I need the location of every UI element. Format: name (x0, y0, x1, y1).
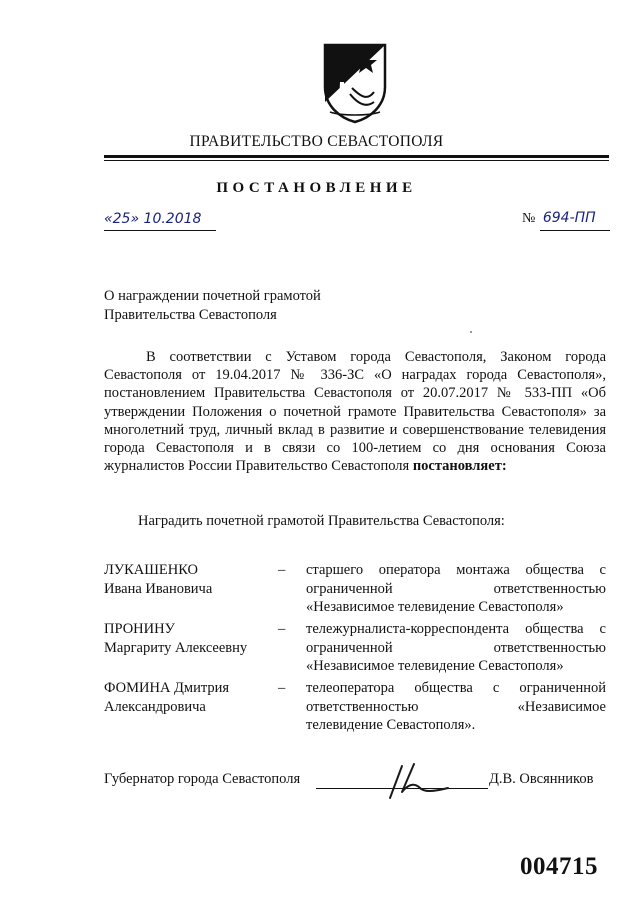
header-rule-thick (104, 155, 609, 158)
stray-mark (470, 331, 472, 333)
awardee-name (104, 561, 279, 598)
awardee-row (104, 561, 606, 617)
awardee-organization: телевидение Севастополя». (306, 717, 476, 733)
document-date: «25» 10.2018 (104, 211, 202, 227)
awardee-row (104, 620, 606, 676)
awardee-surname: ЛУКАШЕНКО (104, 562, 198, 578)
subject-line-1: О награждении почетной грамотой (104, 288, 321, 304)
number-underline (540, 230, 610, 231)
document-type-title: ПОСТАНОВЛЕНИЕ (216, 180, 417, 196)
awardee-given-names: Ивана Ивановича (104, 580, 213, 597)
awardee-description-text: тележурналиста-корреспондента общества с ограниченной ответственностью (306, 621, 606, 656)
preamble-paragraph (104, 348, 606, 475)
preamble-action: постановляет: (412, 458, 507, 475)
awardee-surname: ФОМИНА Дмитрия (104, 680, 230, 696)
government-name: ПРАВИТЕЛЬСТВО СЕВАСТОПОЛЯ (189, 133, 444, 150)
number-value: 694-ПП (542, 210, 596, 226)
handwritten-signature (380, 762, 450, 802)
awardee-row (104, 679, 606, 735)
awardee-dash: – (278, 562, 286, 578)
awardee-dash: – (278, 621, 286, 637)
awardee-surname: ПРОНИНУ (104, 621, 175, 637)
awardee-given-names: Александровича (104, 698, 206, 715)
awardee-organization: «Независимое телевидение Севастополя» (306, 599, 564, 615)
preamble-text: В соответствии с Уставом города Севастополя, Законом города Севастополя от 19.04.2017 № 336-ЗС «О наградах города Севастополя», постановлением Правительства Севастополя от 20.07.2017 № 533-ПП «Об утверждении Положения о почетной грамоте Правительства Севастополя» за многолетний труд, личный вклад в развитие и совершенствование телевидения города Севастополя и в связи со 100-летием со дня основания Союза журналистов России Правительство Севастополя (104, 349, 606, 475)
awardee-organization: «Независимое телевидение Севастополя» (306, 658, 564, 674)
awardee-description-text: старшего оператора монтажа общества с ограниченной ответственностью (306, 562, 606, 597)
date-underline (104, 230, 216, 231)
document-number (522, 210, 596, 227)
header-rule-thin (104, 160, 609, 161)
awardee-name (104, 620, 279, 657)
award-statement: Наградить почетной грамотой Правительства Севастополя: (138, 513, 505, 529)
awardee-description (306, 679, 606, 735)
subject-line-2: Правительства Севастополя (104, 307, 277, 323)
awardee-given-names: Маргариту Алексеевну (104, 639, 248, 656)
document-subject (104, 287, 321, 325)
awardee-description (306, 561, 606, 617)
awardee-name (104, 679, 279, 716)
number-prefix: № (522, 211, 536, 226)
awardee-description (306, 620, 606, 676)
signatory-name: Д.В. Овсянников (489, 771, 594, 787)
signatory-position: Губернатор города Севастополя (104, 771, 301, 787)
coat-of-arms-icon (322, 42, 388, 124)
awardee-description-text: телеоператора общества с ограниченной ответственностью «Независимое (306, 680, 606, 715)
awardee-dash: – (278, 680, 286, 696)
serial-number: 004715 (520, 853, 598, 880)
